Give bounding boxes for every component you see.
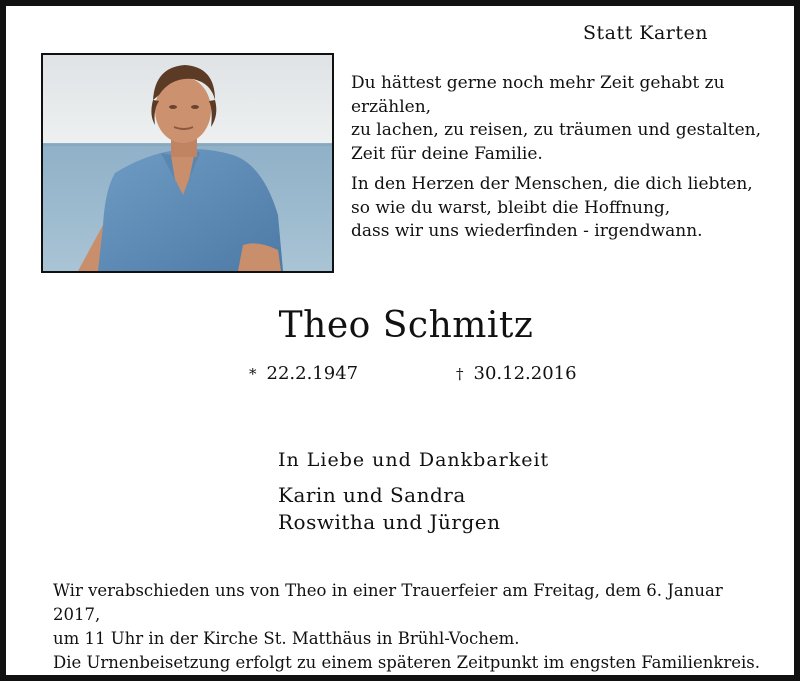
poem-line: zu lachen, zu reisen, zu träumen und gestalten, xyxy=(351,120,762,140)
family-name-line: Karin und Sandra xyxy=(278,483,466,507)
poem-line: Zeit für deine Familie. xyxy=(351,143,543,164)
family-names xyxy=(278,482,549,536)
birth-date xyxy=(249,363,358,384)
ceremony-line: um 11 Uhr in der Kirche St. Matthäus in Brühl-Vochem. xyxy=(53,629,520,648)
family-name-line: Roswitha und Jürgen xyxy=(278,510,501,534)
death-date-value: 30.12.2016 xyxy=(473,363,577,384)
poem-stanza-2 xyxy=(351,173,781,244)
ceremony-line: Wir verabschieden uns von Theo in einer Trauerfeier am Freitag, dem 6. Januar 2017, xyxy=(53,581,723,624)
death-date xyxy=(456,363,577,384)
poem-line: In den Herzen der Menschen, die dich liebten, xyxy=(351,174,753,194)
statt-karten-label: Statt Karten xyxy=(582,22,708,44)
poem xyxy=(351,72,781,244)
cross-icon: † xyxy=(456,365,464,383)
family-block xyxy=(278,449,549,536)
poem-stanza-1 xyxy=(351,72,781,166)
birth-date-value: 22.2.1947 xyxy=(266,363,359,384)
family-intro: In Liebe und Dankbarkeit xyxy=(278,449,550,471)
poem-line: dass wir uns wiederfinden - irgendwann. xyxy=(351,221,703,241)
poem-line: Du hättest gerne noch mehr Zeit gehabt zu erzählen, xyxy=(351,73,725,117)
ceremony-info xyxy=(53,579,773,675)
deceased-name: Theo Schmitz xyxy=(278,305,534,346)
portrait-photo-image xyxy=(43,55,332,271)
birth-star-icon: * xyxy=(249,365,257,383)
portrait-photo xyxy=(41,53,334,273)
poem-line: so wie du warst, bleibt die Hoffnung, xyxy=(351,197,671,218)
ceremony-line: Die Urnenbeisetzung erfolgt zu einem späteren Zeitpunkt im engsten Familienkreis. xyxy=(53,653,760,672)
